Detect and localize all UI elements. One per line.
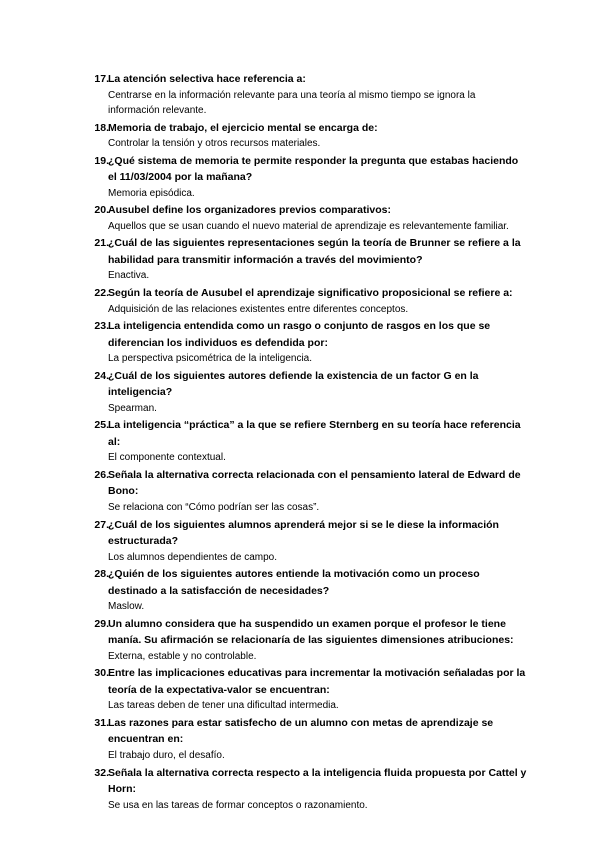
question-item-27 [0,517,600,566]
answer-text: Se usa en las tareas de formar conceptos o razonamiento. [108,799,368,811]
question-item-17 [0,71,600,119]
question-text: Las razones para estar satisfecho de un alumno con metas de aprendizaje se encuentran en: [108,716,494,746]
question-item-23 [0,318,600,367]
question-number: 31. [94,716,109,729]
question-text: ¿Qué sistema de memoria te permite responder la pregunta que estabas haciendo el 11/03/2004 por la mañana? [108,154,519,184]
question-item-31 [0,715,600,764]
question-number: 22. [94,287,109,300]
answer-text: Adquisición de las relaciones existentes entre diferentes conceptos. [108,303,409,315]
answer-text: Los alumnos dependientes de campo. [108,551,278,563]
question-item-21 [0,235,600,284]
question-number: 18. [94,121,109,134]
question-text: ¿Quién de los siguientes autores entiende la motivación como un proceso destinado a la satisfacción de necesidades? [108,568,480,597]
question-text: Ausubel define los organizadores previos comparativos: [108,204,391,217]
question-text: Según la teoría de Ausubel el aprendizaje significativo proposicional se refiere a: [108,287,513,300]
answer-text: Memoria episódica. [108,187,195,199]
question-number: 28. [94,568,109,581]
question-text: ¿Cuál de los siguientes autores defiende la existencia de un factor G en la inteligencia? [108,369,479,399]
question-number: 21. [94,237,109,250]
question-number: 32. [94,766,109,779]
question-item-29 [0,616,600,665]
question-text: Memoria de trabajo, el ejercicio mental se encarga de: [108,121,378,134]
answer-text: Spearman. [108,402,157,414]
question-list [0,71,600,814]
question-text: ¿Cuál de los siguientes alumnos aprenderá mejor si se le diese la información estructurada? [108,518,499,548]
question-item-24 [0,368,600,417]
question-number: 24. [94,369,109,382]
question-text: Señala la alternativa correcta respecto a la inteligencia fluida propuesta por Cattel y Horn: [108,766,527,795]
answer-text: Maslow. [108,601,145,613]
answer-text: El trabajo duro, el desafío. [108,749,225,761]
answer-text: Las tareas deben de tener una dificultad intermedia. [108,700,339,712]
question-item-30 [0,665,600,714]
question-number: 19. [94,154,109,167]
question-item-28 [0,566,600,615]
question-number: 25. [94,419,109,432]
question-number: 17. [94,73,109,85]
question-number: 29. [94,617,109,630]
answer-text: La perspectiva psicométrica de la inteligencia. [108,353,312,365]
question-text: Señala la alternativa correcta relacionada con el pensamiento lateral de Edward de Bono: [108,468,521,498]
question-item-32 [0,765,600,814]
question-item-18 [0,120,600,152]
question-text: Un alumno considera que ha suspendido un examen porque el profesor le tiene manía. Su afirmación se relacionaría de las siguientes dimensiones atribuciones: [108,617,514,647]
question-number: 27. [94,518,109,531]
answer-text: Centrarse en la información relevante para una teoría al mismo tiempo se ignora la información relevante. [108,89,476,117]
question-item-25 [0,417,600,466]
question-item-22 [0,285,600,317]
question-item-20 [0,202,600,234]
answer-text: El componente contextual. [108,452,226,464]
answer-text: Enactiva. [108,270,150,282]
question-number: 30. [94,667,109,680]
question-text: La inteligencia “práctica” a la que se refiere Sternberg en su teoría hace referencia al: [108,419,521,448]
question-item-26 [0,467,600,516]
question-text: Entre las implicaciones educativas para incrementar la motivación señaladas por la teoría de la expectativa-valor se encuentran: [108,667,526,696]
question-number: 23. [94,320,109,333]
question-text: La atención selectiva hace referencia a: [108,73,306,85]
question-item-19 [0,153,600,202]
answer-text: Se relaciona con “Cómo podrían ser las cosas”. [108,501,320,513]
answer-text: Aquellos que se usan cuando el nuevo material de aprendizaje es relevantemente familiar. [108,220,509,232]
question-number: 26. [94,468,109,481]
question-number: 20. [94,204,109,217]
answer-text: Controlar la tensión y otros recursos materiales. [108,138,321,150]
answer-text: Externa, estable y no controlable. [108,650,257,662]
question-text: ¿Cuál de las siguientes representaciones según la teoría de Brunner se refiere a la habilidad para transmitir información a través del movimiento? [108,237,521,266]
question-text: La inteligencia entendida como un rasgo o conjunto de rasgos en los que se diferencian los individuos es defendida por: [108,320,491,349]
